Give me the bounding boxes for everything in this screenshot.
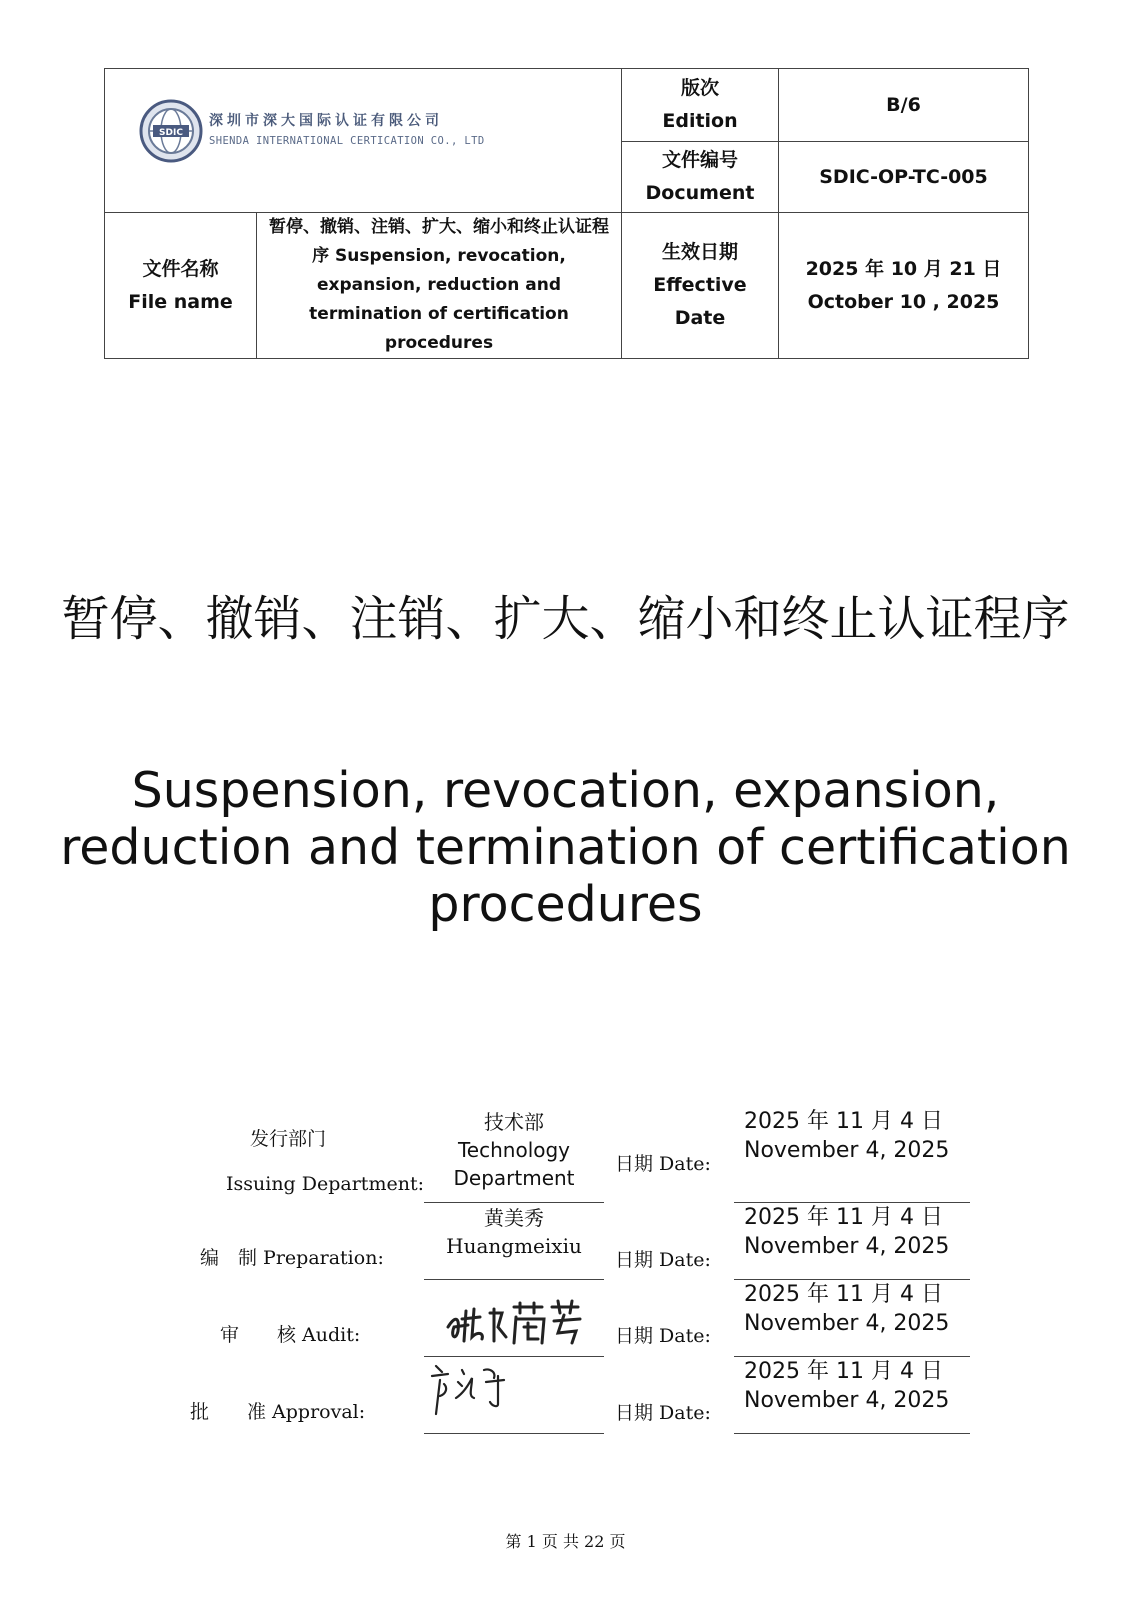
date-audit: 2025 年 11 月 4 日 November 4, 2025 — [744, 1282, 950, 1336]
underline-date-approval — [734, 1433, 970, 1434]
edition-label: 版次 Edition — [622, 69, 779, 142]
audit-signature-icon — [440, 1297, 590, 1349]
underline-issuing — [424, 1202, 604, 1203]
title-cn: 暂停、撤销、注销、扩大、缩小和终止认证程序 — [61, 591, 1070, 647]
underline-approval — [424, 1433, 604, 1434]
preparation-value: 黄美秀 Huangmeixiu — [446, 1206, 582, 1258]
filename-value: 暂停、撤销、注销、扩大、缩小和终止认证程序 Suspension, revocation, expansion, reduction and termination of certification procedures — [257, 213, 622, 359]
edition-value: B/6 — [779, 69, 1029, 142]
header-table — [104, 68, 1029, 359]
approval-label: 批 准 Approval: — [190, 1401, 366, 1423]
company-name-cn: 深圳市深大国际认证有限公司 — [209, 112, 443, 129]
date-label-audit: 日期 Date: — [615, 1325, 711, 1347]
issuing-dept-label-cn: 发行部门 — [250, 1128, 327, 1150]
company-logo-cell — [105, 69, 622, 213]
underline-preparation — [424, 1279, 604, 1280]
filename-label: 文件名称 File name — [105, 213, 257, 359]
company-name-en: SHENDA INTERNATIONAL CERTICATION CO., LTD — [209, 134, 485, 147]
title-en: Suspension, revocation, expansion, reduction and termination of certification procedures — [60, 762, 1071, 933]
underline-audit — [424, 1356, 604, 1357]
document-value: SDIC-OP-TC-005 — [779, 142, 1029, 213]
date-label-preparation: 日期 Date: — [615, 1249, 711, 1271]
effective-date-label: 生效日期 Effective Date — [622, 213, 779, 359]
preparation-label: 编 制 Preparation: — [200, 1247, 384, 1269]
date-issuing: 2025 年 11 月 4 日 November 4, 2025 — [744, 1109, 950, 1163]
issuing-dept-value: 技术部 Technology Department — [453, 1110, 575, 1190]
company-logo-icon — [139, 99, 203, 163]
page-number: 第 1 页 共 22 页 — [505, 1532, 626, 1551]
effective-date-value: 2025 年 10 月 21 日 October 10 , 2025 — [779, 213, 1029, 359]
date-approval: 2025 年 11 月 4 日 November 4, 2025 — [744, 1359, 950, 1413]
svg-text:SDIC: SDIC — [159, 127, 183, 138]
issuing-dept-label-en: Issuing Department: — [226, 1173, 424, 1195]
approval-signature-icon — [428, 1358, 518, 1418]
document-label: 文件编号 Document — [622, 142, 779, 213]
audit-label: 审 核 Audit: — [220, 1324, 361, 1346]
date-label-issuing: 日期 Date: — [615, 1153, 711, 1175]
date-label-approval: 日期 Date: — [615, 1402, 711, 1424]
date-preparation: 2025 年 11 月 4 日 November 4, 2025 — [744, 1205, 950, 1259]
